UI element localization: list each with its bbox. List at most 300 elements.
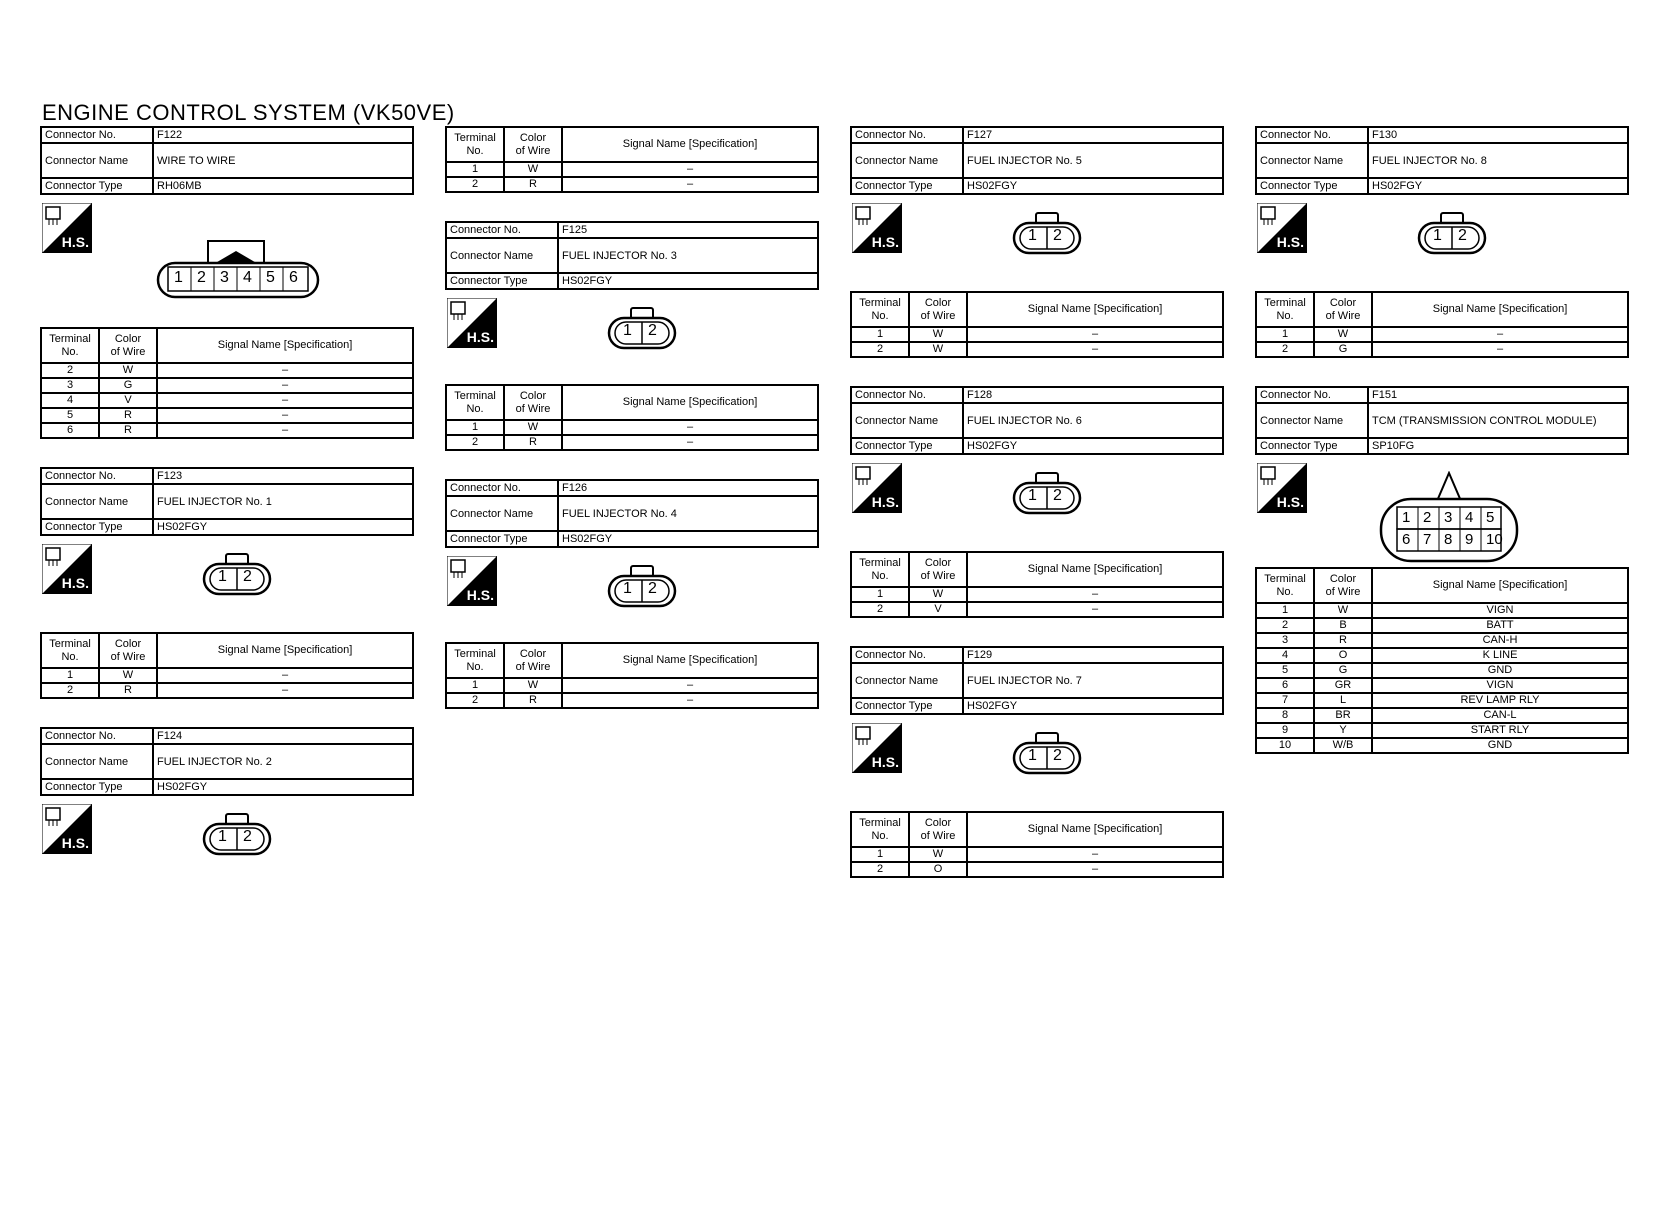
pin-number: 2 <box>1053 487 1062 504</box>
table-cell: 1 <box>446 162 504 177</box>
table-row <box>41 393 413 408</box>
header-text: Terminal <box>1264 296 1306 309</box>
table-cell: REV LAMP RLY <box>1372 693 1628 708</box>
diagram-area <box>40 544 414 632</box>
info-value: SP10FG <box>1368 438 1628 454</box>
signal-header: Signal Name [Specification] <box>562 643 818 678</box>
table-row <box>446 678 818 693</box>
diagram-area <box>40 804 414 892</box>
table-cell: CAN-H <box>1372 633 1628 648</box>
info-label: Connector Name <box>446 496 558 531</box>
table-cell: R <box>99 408 157 423</box>
hs-label: H.S. <box>61 835 89 851</box>
info-label: Connector Type <box>851 178 963 194</box>
pin-number: 1 <box>1433 227 1442 244</box>
table-cell: – <box>967 847 1223 862</box>
terminal-header <box>1256 568 1314 603</box>
table-cell: 10 <box>1256 738 1314 753</box>
terminal-header <box>446 643 504 678</box>
info-label: Connector Name <box>41 143 153 178</box>
terminal-table <box>445 384 819 451</box>
info-value: HS02FGY <box>558 273 818 289</box>
pin-number: 10 <box>1486 531 1503 548</box>
header-text: of Wire <box>1325 585 1361 598</box>
table-cell: – <box>157 683 413 698</box>
table-row <box>1256 618 1628 633</box>
header-text: Color <box>114 332 142 345</box>
info-value: F123 <box>153 468 413 484</box>
harness-side-icon <box>42 804 92 854</box>
connector-info-table <box>40 126 414 195</box>
table-cell: V <box>909 602 967 617</box>
table-row <box>446 177 818 192</box>
pin-number: 5 <box>1486 509 1495 526</box>
pin-number: 2 <box>197 269 206 286</box>
info-label: Connector Type <box>41 519 153 535</box>
color-header <box>504 385 562 420</box>
table-cell: GR <box>1314 678 1372 693</box>
hs-label: H.S. <box>871 494 899 510</box>
table-cell: R <box>99 683 157 698</box>
header-text: No. <box>871 309 889 322</box>
table-row <box>1256 723 1628 738</box>
header-text: Terminal <box>859 816 901 829</box>
table-cell: 1 <box>446 678 504 693</box>
header-text: Color <box>519 647 547 660</box>
hs-label: H.S. <box>61 234 89 250</box>
info-label: Connector No. <box>851 387 963 403</box>
table-row <box>1256 678 1628 693</box>
connector-diagram <box>1012 471 1082 515</box>
table-row <box>851 862 1223 877</box>
color-header <box>504 643 562 678</box>
header-text: Terminal <box>859 556 901 569</box>
signal-header: Signal Name [Specification] <box>562 385 818 420</box>
table-cell: R <box>1314 633 1372 648</box>
table-cell: 1 <box>851 847 909 862</box>
header-text: No. <box>61 650 79 663</box>
info-label: Connector No. <box>851 127 963 143</box>
header-text: No. <box>466 402 484 415</box>
connector-diagram <box>1012 211 1082 255</box>
header-text: Color <box>924 556 952 569</box>
header-text: No. <box>1276 309 1294 322</box>
info-value: FUEL INJECTOR No. 3 <box>558 238 818 273</box>
terminal-header <box>41 328 99 363</box>
table-row <box>1256 663 1628 678</box>
terminal-header <box>851 812 909 847</box>
info-value: F151 <box>1368 387 1628 403</box>
connector-info-table <box>850 646 1224 715</box>
header-text: Color <box>519 389 547 402</box>
connector-block-f129 <box>850 646 1224 878</box>
info-label: Connector Type <box>446 531 558 547</box>
pin-number: 1 <box>218 828 227 845</box>
table-cell: W <box>909 587 967 602</box>
page-column <box>1255 126 1629 782</box>
info-label: Connector Type <box>1256 438 1368 454</box>
info-value: F129 <box>963 647 1223 663</box>
info-value: HS02FGY <box>153 519 413 535</box>
table-row <box>1256 738 1628 753</box>
table-cell: – <box>562 162 818 177</box>
terminal-header <box>1256 292 1314 327</box>
diagram-area <box>850 463 1224 551</box>
header-text: Color <box>519 131 547 144</box>
table-cell: 2 <box>446 177 504 192</box>
connector-block-f122 <box>40 126 414 439</box>
info-label: Connector Type <box>851 438 963 454</box>
pin-number: 5 <box>266 269 275 286</box>
table-row <box>851 327 1223 342</box>
connector-block-f127 <box>850 126 1224 358</box>
table-cell: VIGN <box>1372 678 1628 693</box>
connector-diagram <box>156 239 320 299</box>
table-cell: – <box>562 435 818 450</box>
harness-side-icon <box>852 723 902 773</box>
header-text: of Wire <box>515 660 551 673</box>
connector-diagram <box>607 306 677 350</box>
table-row <box>41 423 413 438</box>
header-text: of Wire <box>920 829 956 842</box>
info-value: HS02FGY <box>1368 178 1628 194</box>
pin-number: 2 <box>243 828 252 845</box>
table-cell: W <box>1314 603 1372 618</box>
table-cell: 2 <box>446 435 504 450</box>
connector-info-table <box>850 126 1224 195</box>
pin-number: 1 <box>1402 509 1411 526</box>
color-header <box>99 328 157 363</box>
header-text: No. <box>871 569 889 582</box>
connector-block-f130 <box>1255 126 1629 358</box>
table-cell: – <box>967 602 1223 617</box>
pin-number: 2 <box>1423 509 1432 526</box>
table-cell: W <box>909 327 967 342</box>
connector-diagram <box>1012 731 1082 775</box>
table-cell: L <box>1314 693 1372 708</box>
diagram-area <box>850 203 1224 291</box>
header-text: Terminal <box>49 637 91 650</box>
color-header <box>504 127 562 162</box>
hs-label: H.S. <box>466 329 494 345</box>
terminal-header <box>851 552 909 587</box>
connector-block-f128 <box>850 386 1224 618</box>
pin-number: 8 <box>1444 531 1453 548</box>
terminal-table <box>40 632 414 699</box>
table-cell: – <box>967 587 1223 602</box>
terminal-table <box>850 291 1224 358</box>
table-row <box>851 847 1223 862</box>
table-row <box>41 683 413 698</box>
terminal-table <box>1255 291 1629 358</box>
info-label: Connector No. <box>41 728 153 744</box>
signal-header: Signal Name [Specification] <box>1372 568 1628 603</box>
signal-header: Signal Name [Specification] <box>967 812 1223 847</box>
info-label: Connector Name <box>851 663 963 698</box>
signal-header: Signal Name [Specification] <box>967 552 1223 587</box>
info-label: Connector Name <box>851 143 963 178</box>
table-cell: 4 <box>1256 648 1314 663</box>
pin-number: 1 <box>174 269 183 286</box>
table-row <box>446 162 818 177</box>
header-text: No. <box>466 660 484 673</box>
harness-side-icon <box>1257 203 1307 253</box>
info-value: HS02FGY <box>963 178 1223 194</box>
info-label: Connector Type <box>1256 178 1368 194</box>
terminal-header <box>446 127 504 162</box>
header-text: No. <box>61 345 79 358</box>
terminal-header <box>41 633 99 668</box>
table-cell: G <box>99 378 157 393</box>
table-row <box>41 363 413 378</box>
table-cell: W <box>99 668 157 683</box>
info-label: Connector No. <box>446 480 558 496</box>
table-cell: W <box>909 342 967 357</box>
info-value: F126 <box>558 480 818 496</box>
pin-number: 1 <box>623 580 632 597</box>
table-row <box>851 587 1223 602</box>
table-cell: 6 <box>1256 678 1314 693</box>
header-text: Color <box>1329 572 1357 585</box>
page-column <box>850 126 1224 906</box>
table-cell: – <box>157 423 413 438</box>
info-label: Connector Name <box>41 484 153 519</box>
table-cell: – <box>157 408 413 423</box>
connector-block-f123 <box>40 467 414 699</box>
color-header <box>909 812 967 847</box>
table-cell: – <box>157 363 413 378</box>
connector-block-f125 <box>445 221 819 451</box>
table-cell: – <box>157 393 413 408</box>
table-cell: 5 <box>1256 663 1314 678</box>
hs-label: H.S. <box>466 587 494 603</box>
table-cell: 1 <box>851 327 909 342</box>
table-cell: R <box>504 693 562 708</box>
info-label: Connector Type <box>41 178 153 194</box>
info-label: Connector No. <box>851 647 963 663</box>
connector-info-table <box>850 386 1224 455</box>
pin-number: 2 <box>1053 227 1062 244</box>
connector-diagram <box>202 812 272 856</box>
table-cell: 2 <box>1256 618 1314 633</box>
hs-label: H.S. <box>1276 494 1304 510</box>
info-label: Connector Name <box>446 238 558 273</box>
info-value: HS02FGY <box>558 531 818 547</box>
table-cell: W/B <box>1314 738 1372 753</box>
table-cell: BATT <box>1372 618 1628 633</box>
table-row <box>41 408 413 423</box>
table-cell: W <box>504 420 562 435</box>
table-cell: Y <box>1314 723 1372 738</box>
harness-side-icon <box>42 544 92 594</box>
info-value: FUEL INJECTOR No. 6 <box>963 403 1223 438</box>
pin-number: 2 <box>648 580 657 597</box>
table-row <box>41 668 413 683</box>
connector-diagram <box>1417 211 1487 255</box>
info-label: Connector Name <box>1256 143 1368 178</box>
info-label: Connector Name <box>1256 403 1368 438</box>
pin-number: 4 <box>1465 509 1474 526</box>
info-label: Connector Name <box>851 403 963 438</box>
table-row <box>446 420 818 435</box>
table-cell: – <box>562 693 818 708</box>
terminal-table <box>40 327 414 439</box>
harness-side-icon <box>447 556 497 606</box>
info-value: HS02FGY <box>153 779 413 795</box>
info-label: Connector No. <box>41 127 153 143</box>
table-row <box>1256 633 1628 648</box>
table-cell: 3 <box>41 378 99 393</box>
table-cell: GND <box>1372 738 1628 753</box>
table-cell: 9 <box>1256 723 1314 738</box>
pin-number: 9 <box>1465 531 1474 548</box>
table-cell: – <box>967 342 1223 357</box>
table-row <box>1256 342 1628 357</box>
header-text: No. <box>1276 585 1294 598</box>
info-value: HS02FGY <box>963 698 1223 714</box>
terminal-table <box>850 811 1224 878</box>
table-row <box>1256 693 1628 708</box>
connector-info-table <box>1255 126 1629 195</box>
table-row <box>446 435 818 450</box>
table-row <box>1256 708 1628 723</box>
table-row <box>851 602 1223 617</box>
page-title: ENGINE CONTROL SYSTEM (VK50VE) <box>42 100 455 125</box>
diagram-area <box>40 203 414 327</box>
pin-number: 6 <box>289 269 298 286</box>
connector-diagram <box>202 552 272 596</box>
diagram-area <box>1255 463 1629 567</box>
header-text: Terminal <box>454 647 496 660</box>
connector-info-table <box>1255 386 1629 455</box>
table-cell: V <box>99 393 157 408</box>
table-cell: O <box>909 862 967 877</box>
table-cell: GND <box>1372 663 1628 678</box>
pin-number: 6 <box>1402 531 1411 548</box>
pin-number: 1 <box>1028 487 1037 504</box>
page-column <box>40 126 414 920</box>
page-column <box>445 126 819 737</box>
pin-number: 1 <box>218 568 227 585</box>
table-cell: BR <box>1314 708 1372 723</box>
header-text: of Wire <box>110 650 146 663</box>
color-header <box>909 292 967 327</box>
info-value: FUEL INJECTOR No. 1 <box>153 484 413 519</box>
signal-header: Signal Name [Specification] <box>157 633 413 668</box>
header-text: No. <box>466 144 484 157</box>
header-text: Terminal <box>49 332 91 345</box>
info-label: Connector Type <box>851 698 963 714</box>
table-row <box>446 693 818 708</box>
table-cell: 2 <box>851 602 909 617</box>
table-cell: – <box>562 420 818 435</box>
pin-number: 7 <box>1423 531 1432 548</box>
pin-number: 2 <box>648 322 657 339</box>
harness-side-icon <box>852 463 902 513</box>
pin-number: 1 <box>1028 227 1037 244</box>
connector-info-table <box>40 467 414 536</box>
info-label: Connector Name <box>41 744 153 779</box>
table-cell: CAN-L <box>1372 708 1628 723</box>
signal-header: Signal Name [Specification] <box>562 127 818 162</box>
table-cell: R <box>504 435 562 450</box>
table-cell: 6 <box>41 423 99 438</box>
table-cell: 2 <box>851 342 909 357</box>
diagram-area <box>850 723 1224 811</box>
info-value: FUEL INJECTOR No. 2 <box>153 744 413 779</box>
table-row <box>1256 603 1628 618</box>
info-label: Connector No. <box>446 222 558 238</box>
diagram-area <box>1255 203 1629 291</box>
table-cell: 7 <box>1256 693 1314 708</box>
header-text: Color <box>924 296 952 309</box>
pin-number: 1 <box>1028 747 1037 764</box>
signal-header: Signal Name [Specification] <box>967 292 1223 327</box>
info-value: F130 <box>1368 127 1628 143</box>
table-cell: 1 <box>1256 327 1314 342</box>
info-value: FUEL INJECTOR No. 7 <box>963 663 1223 698</box>
terminal-header <box>851 292 909 327</box>
table-cell: VIGN <box>1372 603 1628 618</box>
pin-number: 4 <box>243 269 252 286</box>
header-text: Color <box>1329 296 1357 309</box>
table-cell: W <box>909 847 967 862</box>
table-cell: R <box>504 177 562 192</box>
hs-label: H.S. <box>871 234 899 250</box>
header-text: of Wire <box>515 144 551 157</box>
diagram-area <box>445 298 819 384</box>
table-cell: 3 <box>1256 633 1314 648</box>
header-text: Terminal <box>859 296 901 309</box>
table-row <box>1256 327 1628 342</box>
header-text: Color <box>114 637 142 650</box>
table-cell: START RLY <box>1372 723 1628 738</box>
terminal-table <box>445 642 819 709</box>
table-row <box>41 378 413 393</box>
info-value: RH06MB <box>153 178 413 194</box>
diagram-area <box>445 556 819 642</box>
table-row <box>851 342 1223 357</box>
table-cell: 1 <box>851 587 909 602</box>
header-text: Terminal <box>1264 572 1306 585</box>
info-value: FUEL INJECTOR No. 4 <box>558 496 818 531</box>
header-text: No. <box>871 829 889 842</box>
harness-side-icon <box>42 203 92 253</box>
info-label: Connector Type <box>41 779 153 795</box>
table-cell: 1 <box>1256 603 1314 618</box>
color-header <box>1314 292 1372 327</box>
table-cell: W <box>1314 327 1372 342</box>
info-value: TCM (TRANSMISSION CONTROL MODULE) <box>1368 403 1628 438</box>
pin-number: 1 <box>623 322 632 339</box>
header-text: of Wire <box>1325 309 1361 322</box>
terminal-table <box>850 551 1224 618</box>
connector-info-table <box>445 479 819 548</box>
connector-info-table <box>40 727 414 796</box>
table-cell: B <box>1314 618 1372 633</box>
hs-label: H.S. <box>871 754 899 770</box>
harness-side-icon <box>852 203 902 253</box>
info-value: F125 <box>558 222 818 238</box>
table-cell: W <box>504 678 562 693</box>
table-cell: G <box>1314 663 1372 678</box>
header-text: of Wire <box>920 309 956 322</box>
header-text: of Wire <box>920 569 956 582</box>
info-value: FUEL INJECTOR No. 5 <box>963 143 1223 178</box>
info-value: F124 <box>153 728 413 744</box>
info-value: FUEL INJECTOR No. 8 <box>1368 143 1628 178</box>
table-cell: 8 <box>1256 708 1314 723</box>
